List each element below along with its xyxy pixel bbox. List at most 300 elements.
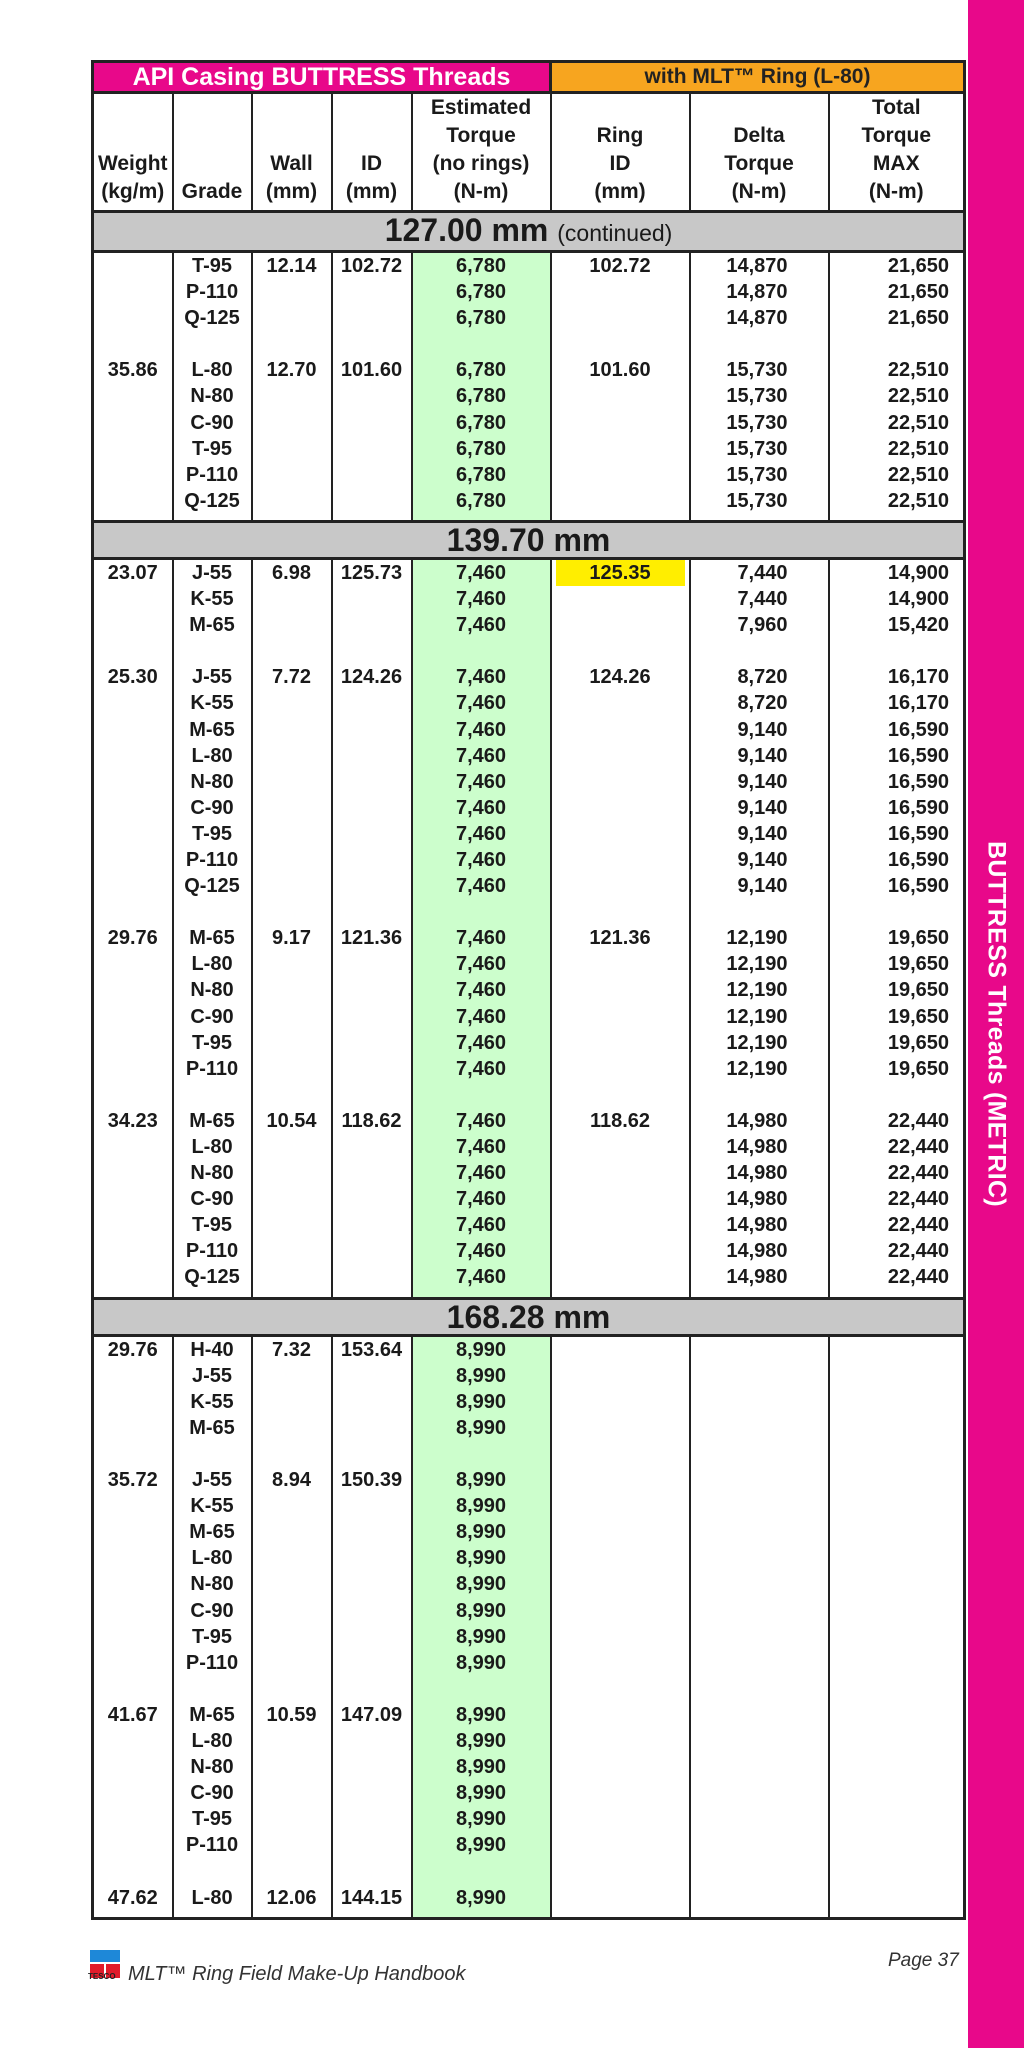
group-gap bbox=[333, 899, 411, 925]
table-subtitle: with MLT™ Ring (L-80) bbox=[551, 62, 965, 93]
cell-id bbox=[333, 305, 411, 331]
header-line: (kg/m) bbox=[101, 180, 165, 203]
cell-delta: 9,140 bbox=[737, 848, 788, 871]
col-weight bbox=[93, 558, 173, 1298]
group-gap bbox=[253, 638, 331, 664]
cell-total bbox=[830, 1415, 950, 1441]
cell-weight bbox=[94, 488, 172, 514]
cell-torque: 7,460 bbox=[455, 614, 507, 637]
cell-ring-id bbox=[552, 1134, 689, 1160]
section-bottom-pad bbox=[253, 514, 331, 520]
cell-wall bbox=[253, 410, 331, 436]
header-line: Grade bbox=[181, 180, 243, 203]
cell-id bbox=[333, 769, 411, 795]
cell-id bbox=[333, 1134, 411, 1160]
cell-ring-id bbox=[552, 1806, 689, 1832]
cell-ring-id: 101.60 bbox=[589, 359, 651, 382]
header-line: ID bbox=[361, 152, 382, 175]
size-label bbox=[93, 1298, 965, 1335]
cell-weight bbox=[94, 586, 172, 612]
cell-total: 16,590 bbox=[887, 822, 950, 845]
cell-grades: J-55 bbox=[191, 561, 233, 584]
cell-weight bbox=[94, 305, 172, 331]
group-gap bbox=[174, 1676, 251, 1702]
cell-delta bbox=[691, 1571, 788, 1597]
cell-weight bbox=[94, 1832, 172, 1858]
cell-id bbox=[333, 586, 411, 612]
cell-total: 19,650 bbox=[887, 927, 950, 950]
cell-total: 14,900 bbox=[887, 561, 950, 584]
cell-wall bbox=[253, 1030, 331, 1056]
section-bottom-pad bbox=[94, 1291, 172, 1297]
cell-wall bbox=[253, 769, 331, 795]
size-value: 168.28 mm bbox=[446, 1298, 611, 1335]
cell-delta: 14,980 bbox=[726, 1136, 788, 1158]
cell-total: 22,510 bbox=[887, 437, 950, 460]
header-line: Weight bbox=[97, 152, 168, 175]
group-gap bbox=[253, 331, 331, 357]
cell-weight bbox=[94, 1493, 172, 1519]
cell-delta: 9,140 bbox=[737, 875, 788, 898]
cell-total bbox=[830, 1806, 950, 1832]
cell-ring-id bbox=[552, 769, 689, 795]
cell-delta: 12,190 bbox=[726, 1031, 788, 1054]
cell-torque: 8,990 bbox=[455, 1808, 507, 1831]
cell-wall: 8.94 bbox=[272, 1469, 311, 1492]
section-bottom-pad bbox=[830, 514, 950, 520]
section-bottom-pad bbox=[174, 514, 251, 520]
col-grades bbox=[173, 252, 252, 522]
cell-delta: 14,980 bbox=[726, 1266, 788, 1289]
cell-ring-id bbox=[552, 1264, 689, 1290]
cell-delta bbox=[691, 1363, 788, 1389]
cell-weight bbox=[94, 1728, 172, 1754]
header-line: MAX bbox=[872, 152, 920, 175]
cell-grades: M-65 bbox=[189, 1109, 235, 1132]
cell-wall bbox=[253, 1056, 331, 1082]
cell-delta: 15,730 bbox=[726, 411, 788, 434]
cell-delta: 14,980 bbox=[726, 1240, 788, 1263]
section-bottom-pad bbox=[94, 1911, 172, 1917]
section-bottom-pad bbox=[174, 1291, 251, 1297]
cell-wall bbox=[253, 586, 331, 612]
section-bottom-pad bbox=[552, 1291, 689, 1297]
column-header-delta-torque bbox=[690, 93, 829, 212]
cell-delta: 7,440 bbox=[737, 561, 788, 584]
page-number: Page 37 bbox=[888, 1950, 959, 1971]
cell-grades: P-110 bbox=[185, 848, 239, 871]
cell-grades: C-90 bbox=[190, 1599, 234, 1622]
cell-total bbox=[830, 1885, 950, 1911]
cell-torque: 7,460 bbox=[455, 588, 507, 611]
cell-grades: M-65 bbox=[189, 927, 235, 950]
cell-weight bbox=[94, 1545, 172, 1571]
cell-id bbox=[333, 1186, 411, 1212]
cell-id: 124.26 bbox=[340, 666, 403, 689]
cell-wall bbox=[253, 821, 331, 847]
header-line: Ring bbox=[596, 124, 644, 147]
cell-torque: 7,460 bbox=[455, 1188, 507, 1211]
cell-id bbox=[333, 1264, 411, 1290]
cell-delta: 12,190 bbox=[726, 953, 788, 976]
group-gap bbox=[413, 331, 550, 357]
cell-id bbox=[333, 1363, 411, 1389]
cell-wall: 10.59 bbox=[266, 1703, 317, 1726]
cell-weight: 29.76 bbox=[107, 1338, 158, 1361]
cell-torque: 7,460 bbox=[455, 822, 507, 845]
cell-delta: 14,980 bbox=[726, 1109, 788, 1132]
cell-wall bbox=[253, 436, 331, 462]
cell-id bbox=[333, 743, 411, 769]
cell-delta bbox=[691, 1493, 788, 1519]
header-line: Torque bbox=[724, 152, 794, 175]
cell-total bbox=[830, 1650, 950, 1676]
cell-wall bbox=[253, 1624, 331, 1650]
cell-total: 22,440 bbox=[887, 1266, 950, 1289]
group-gap bbox=[333, 1441, 411, 1467]
cell-ring-id bbox=[552, 488, 689, 514]
cell-grades: T-95 bbox=[191, 437, 233, 460]
column-header-weight bbox=[93, 93, 173, 212]
cell-torque: 7,460 bbox=[455, 1136, 507, 1158]
cell-delta: 9,140 bbox=[737, 770, 788, 793]
cell-torque: 7,460 bbox=[455, 770, 507, 793]
cell-grades: Q-125 bbox=[184, 875, 240, 898]
cell-torque: 8,990 bbox=[455, 1599, 507, 1622]
cell-weight bbox=[94, 1264, 172, 1290]
cell-id bbox=[333, 1650, 411, 1676]
group-gap bbox=[413, 638, 550, 664]
cell-wall bbox=[253, 1754, 331, 1780]
cell-weight bbox=[94, 1004, 172, 1030]
cell-delta: 7,440 bbox=[737, 588, 788, 611]
cell-torque: 7,460 bbox=[455, 1162, 507, 1185]
cell-grades: Q-125 bbox=[184, 489, 240, 512]
header-line: Wall bbox=[270, 152, 313, 175]
cell-wall bbox=[253, 1780, 331, 1806]
group-gap bbox=[174, 1858, 251, 1884]
cell-ring-id bbox=[552, 383, 689, 409]
section-bottom-pad bbox=[333, 1291, 411, 1297]
cell-grades: H-40 bbox=[190, 1338, 234, 1361]
cell-weight: 29.76 bbox=[107, 927, 158, 950]
cell-ring-id bbox=[552, 1832, 689, 1858]
cell-torque: 6,780 bbox=[455, 255, 507, 277]
cell-id: 125.73 bbox=[340, 561, 403, 584]
cell-wall bbox=[253, 1186, 331, 1212]
cell-wall bbox=[253, 488, 331, 514]
cell-ring-id bbox=[552, 977, 689, 1003]
cell-wall bbox=[253, 1650, 331, 1676]
group-gap bbox=[413, 899, 550, 925]
col-id bbox=[332, 1335, 412, 1918]
cell-grades: P-110 bbox=[185, 463, 239, 486]
cell-id bbox=[333, 873, 411, 899]
cell-delta: 14,980 bbox=[726, 1214, 788, 1237]
cell-weight bbox=[94, 1650, 172, 1676]
cell-delta: 12,190 bbox=[726, 927, 788, 950]
group-gap bbox=[830, 638, 950, 664]
cell-wall bbox=[253, 1264, 331, 1290]
cell-ring-id bbox=[552, 612, 689, 638]
cell-id bbox=[333, 847, 411, 873]
cell-torque: 7,460 bbox=[455, 744, 507, 767]
section-data-row bbox=[93, 558, 965, 1298]
cell-total bbox=[830, 1493, 950, 1519]
cell-grades: M-65 bbox=[189, 1521, 235, 1544]
group-gap bbox=[691, 1082, 788, 1108]
cell-torque: 7,460 bbox=[455, 875, 507, 898]
cell-weight bbox=[94, 1134, 172, 1160]
cell-weight bbox=[94, 1754, 172, 1780]
cell-grades: L-80 bbox=[191, 953, 233, 976]
cell-wall: 6.98 bbox=[272, 561, 311, 584]
cell-weight bbox=[94, 1160, 172, 1186]
group-gap bbox=[830, 1082, 950, 1108]
cell-weight bbox=[94, 1389, 172, 1415]
cell-total: 22,440 bbox=[887, 1214, 950, 1237]
cell-grades: J-55 bbox=[191, 1469, 233, 1492]
cell-wall: 7.72 bbox=[272, 666, 311, 689]
cell-ring-id bbox=[552, 743, 689, 769]
group-gap bbox=[413, 1676, 550, 1702]
cell-ring-id bbox=[552, 690, 689, 716]
cell-grades: N-80 bbox=[190, 770, 234, 793]
cell-weight bbox=[94, 410, 172, 436]
cell-weight bbox=[94, 1212, 172, 1238]
cell-ring-id bbox=[552, 305, 689, 331]
size-label bbox=[93, 521, 965, 558]
group-gap bbox=[94, 899, 172, 925]
size-label bbox=[93, 212, 965, 252]
cell-torque: 7,460 bbox=[455, 692, 507, 715]
column-header-total-torque bbox=[829, 93, 965, 212]
cell-total bbox=[830, 1363, 950, 1389]
cell-ring-id: 118.62 bbox=[589, 1109, 651, 1132]
cell-grades: J-55 bbox=[191, 666, 233, 689]
cell-torque: 7,460 bbox=[455, 1109, 507, 1132]
cell-total bbox=[830, 1337, 950, 1363]
cell-id bbox=[333, 1493, 411, 1519]
group-gap bbox=[552, 1676, 689, 1702]
cell-weight: 34.23 bbox=[107, 1109, 158, 1132]
cell-weight bbox=[94, 795, 172, 821]
cell-torque: 8,990 bbox=[455, 1782, 507, 1805]
cell-grades: C-90 bbox=[190, 1188, 234, 1211]
cell-torque: 8,990 bbox=[455, 1756, 507, 1779]
cell-id bbox=[333, 1832, 411, 1858]
cell-delta: 14,870 bbox=[726, 281, 788, 304]
cell-torque: 8,990 bbox=[455, 1703, 507, 1726]
cell-grades: T-95 bbox=[191, 255, 233, 277]
cell-torque: 7,460 bbox=[455, 1057, 507, 1080]
cell-total: 16,170 bbox=[887, 666, 950, 689]
column-header-grade bbox=[173, 93, 252, 212]
column-header-id bbox=[332, 93, 412, 212]
cell-total: 16,590 bbox=[887, 770, 950, 793]
cell-total: 19,650 bbox=[887, 953, 950, 976]
cell-id bbox=[333, 410, 411, 436]
section-bottom-pad bbox=[94, 514, 172, 520]
col-ring-id bbox=[551, 1335, 690, 1918]
cell-total bbox=[830, 1702, 950, 1728]
col-delta bbox=[690, 1335, 829, 1918]
cell-id bbox=[333, 1624, 411, 1650]
cell-grades: L-80 bbox=[191, 1136, 233, 1158]
group-gap bbox=[253, 1858, 331, 1884]
header-line: Delta bbox=[733, 124, 785, 147]
section-bottom-pad bbox=[691, 1911, 788, 1917]
cell-torque: 7,460 bbox=[455, 979, 507, 1002]
group-gap bbox=[94, 1676, 172, 1702]
cell-ring-id bbox=[552, 1598, 689, 1624]
cell-delta: 8,720 bbox=[737, 666, 788, 689]
size-section-header bbox=[93, 212, 965, 252]
cell-weight bbox=[94, 612, 172, 638]
cell-id: 102.72 bbox=[340, 255, 403, 277]
cell-torque: 7,460 bbox=[455, 927, 507, 950]
cell-wall bbox=[253, 1728, 331, 1754]
col-weight bbox=[93, 252, 173, 522]
cell-id bbox=[333, 717, 411, 743]
cell-grades: C-90 bbox=[190, 1005, 234, 1028]
group-gap bbox=[413, 1858, 550, 1884]
cell-id bbox=[333, 612, 411, 638]
cell-wall bbox=[253, 1134, 331, 1160]
cell-id bbox=[333, 1780, 411, 1806]
cell-delta: 15,730 bbox=[726, 437, 788, 460]
cell-total bbox=[830, 1728, 950, 1754]
cell-torque: 8,990 bbox=[455, 1886, 507, 1909]
group-gap bbox=[830, 1858, 950, 1884]
cell-wall: 12.14 bbox=[266, 255, 317, 277]
cell-wall bbox=[253, 1238, 331, 1264]
cell-total: 22,510 bbox=[887, 411, 950, 434]
section-bottom-pad bbox=[253, 1911, 331, 1917]
header-line: ID bbox=[609, 152, 631, 175]
header-line: Torque bbox=[861, 124, 932, 147]
cell-torque: 6,780 bbox=[455, 489, 507, 512]
cell-total: 16,170 bbox=[887, 692, 950, 715]
cell-weight bbox=[94, 743, 172, 769]
group-gap bbox=[174, 899, 251, 925]
cell-weight: 25.30 bbox=[107, 666, 158, 689]
cell-weight bbox=[94, 279, 172, 305]
cell-total: 19,650 bbox=[887, 1031, 950, 1054]
cell-wall bbox=[253, 1389, 331, 1415]
cell-wall bbox=[253, 1832, 331, 1858]
cell-wall bbox=[253, 1363, 331, 1389]
cell-delta bbox=[691, 1885, 788, 1911]
cell-id bbox=[333, 279, 411, 305]
cell-wall: 7.32 bbox=[272, 1338, 311, 1361]
cell-weight bbox=[94, 1571, 172, 1597]
cell-grades: T-95 bbox=[191, 1625, 233, 1648]
cell-id bbox=[333, 977, 411, 1003]
cell-total: 22,510 bbox=[887, 359, 950, 382]
section-bottom-pad bbox=[413, 514, 550, 520]
cell-total bbox=[830, 1389, 950, 1415]
group-gap bbox=[691, 899, 788, 925]
cell-id bbox=[333, 1004, 411, 1030]
header-line: (no rings) bbox=[432, 152, 530, 175]
size-section-header bbox=[93, 1298, 965, 1335]
cell-ring-id bbox=[552, 821, 689, 847]
cell-ring-id bbox=[552, 1493, 689, 1519]
cell-total: 16,590 bbox=[887, 718, 950, 741]
cell-id: 147.09 bbox=[340, 1703, 403, 1726]
cell-wall: 9.17 bbox=[272, 927, 311, 950]
cell-id bbox=[333, 821, 411, 847]
cell-torque: 7,460 bbox=[455, 1266, 507, 1289]
cell-torque: 6,780 bbox=[455, 463, 507, 486]
col-weight bbox=[93, 1335, 173, 1918]
cell-total bbox=[830, 1598, 950, 1624]
section-bottom-pad bbox=[552, 1911, 689, 1917]
cell-ring-id bbox=[552, 1780, 689, 1806]
cell-wall bbox=[253, 951, 331, 977]
cell-wall: 10.54 bbox=[266, 1109, 317, 1132]
cell-weight bbox=[94, 1624, 172, 1650]
cell-total: 19,650 bbox=[887, 1057, 950, 1080]
section-bottom-pad bbox=[830, 1911, 950, 1917]
cell-total bbox=[830, 1545, 950, 1571]
cell-id bbox=[333, 1754, 411, 1780]
cell-delta bbox=[691, 1337, 788, 1363]
cell-id bbox=[333, 436, 411, 462]
header-line: Estimated bbox=[430, 96, 532, 119]
cell-id bbox=[333, 1806, 411, 1832]
cell-grades: K-55 bbox=[190, 692, 234, 715]
cell-wall: 12.70 bbox=[266, 359, 317, 382]
cell-ring-id bbox=[552, 1212, 689, 1238]
cell-total bbox=[830, 1519, 950, 1545]
cell-torque: 6,780 bbox=[455, 307, 507, 330]
cell-total: 16,590 bbox=[887, 744, 950, 767]
group-gap bbox=[691, 638, 788, 664]
cell-torque: 7,460 bbox=[455, 666, 507, 689]
col-ring-id bbox=[551, 558, 690, 1298]
cell-torque: 7,460 bbox=[455, 1240, 507, 1263]
cell-delta bbox=[691, 1650, 788, 1676]
buttress-threads-table bbox=[91, 60, 966, 1920]
cell-ring-id bbox=[552, 1624, 689, 1650]
cell-total bbox=[830, 1780, 950, 1806]
cell-weight bbox=[94, 436, 172, 462]
group-gap bbox=[552, 331, 689, 357]
table-title: API Casing BUTTRESS Threads bbox=[93, 62, 551, 93]
cell-torque: 8,990 bbox=[455, 1495, 507, 1518]
section-bottom-pad bbox=[691, 1291, 788, 1297]
cell-wall bbox=[253, 977, 331, 1003]
cell-id bbox=[333, 1030, 411, 1056]
cell-wall bbox=[253, 462, 331, 488]
cell-ring-id bbox=[552, 1415, 689, 1441]
section-bottom-pad bbox=[691, 514, 788, 520]
group-gap bbox=[552, 1082, 689, 1108]
cell-total: 22,510 bbox=[887, 385, 950, 408]
cell-grades: T-95 bbox=[191, 822, 233, 845]
cell-delta: 9,140 bbox=[737, 718, 788, 741]
cell-total bbox=[830, 1832, 950, 1858]
group-gap bbox=[830, 899, 950, 925]
cell-total bbox=[830, 1754, 950, 1780]
col-ring-id bbox=[551, 252, 690, 522]
cell-grades: Q-125 bbox=[184, 307, 240, 330]
cell-delta bbox=[691, 1832, 788, 1858]
group-gap bbox=[552, 899, 689, 925]
column-header-ring-id bbox=[551, 93, 690, 212]
